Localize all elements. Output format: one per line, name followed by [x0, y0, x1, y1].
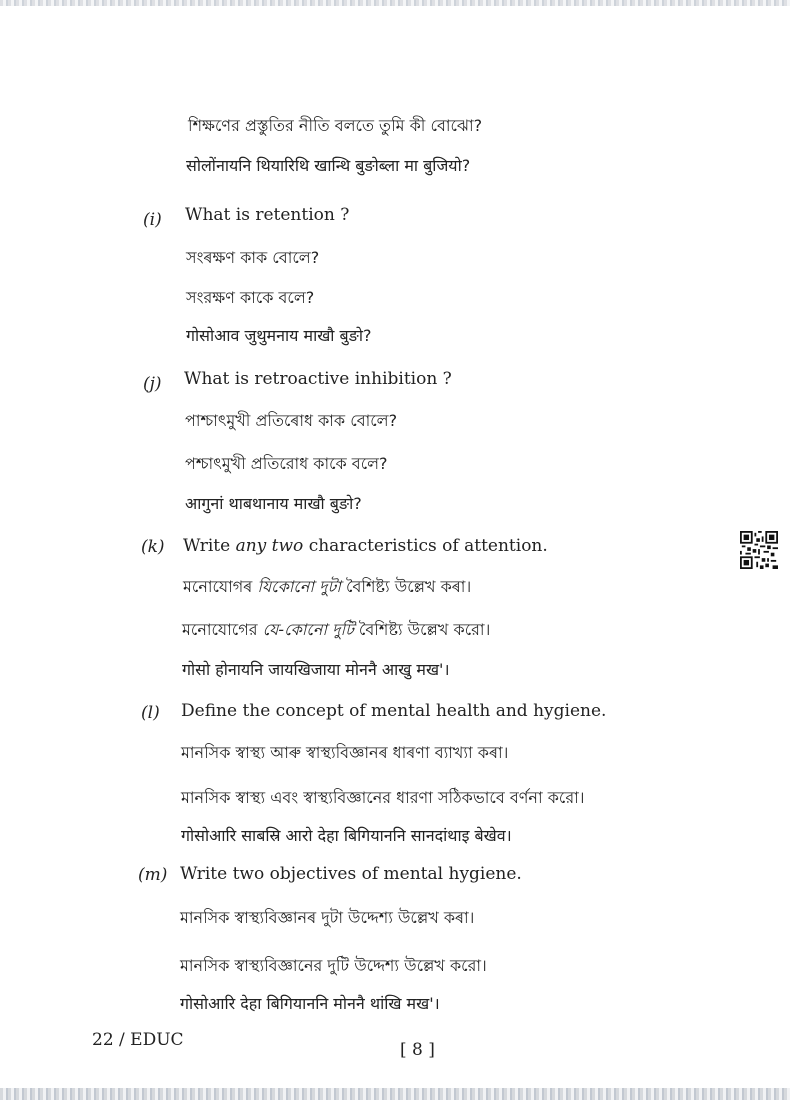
question-m-assamese: মানসিক স্বাস্থ্যবিজ্ঞানৰ দুটা উদ্দেশ্য উল্লেখ কৰা।	[180, 908, 475, 927]
question-k-label: (k)	[141, 537, 165, 557]
question-i-assamese: সংৰক্ষণ কাক বোলে?	[186, 248, 320, 267]
question-i-label: (i)	[143, 210, 162, 230]
question-j-label: (j)	[143, 374, 162, 394]
question-l-label: (l)	[141, 703, 160, 723]
question-m-bodo: गोसोआरि देहा बिगियाननि मोननै थांखि मख'।	[180, 994, 440, 1013]
intro-bodo: सोलोंनायनि थियारिथि खान्थि बुङोब्ला मा बुजियो?	[186, 156, 471, 175]
footer-paper-code: 22 / EDUC	[92, 1030, 184, 1050]
question-l-bengali: মানসিক স্বাস্থ্য এবং স্বাস্থ্যবিজ্ঞানের ধারণা সঠিকভাবে বর্ণনা করো।	[181, 788, 585, 807]
footer-page-number: [ 8 ]	[400, 1040, 435, 1060]
question-k-assamese: মনোযোগৰ যিকোনো দুটা বৈশিষ্ট্য উল্লেখ কৰা।	[183, 577, 472, 596]
question-k-bengali: মনোযোগের যে-কোনো দুটি বৈশিষ্ট্য উল্লেখ করো।	[182, 620, 491, 639]
question-l-bodo: गोसोआरि साबस्रि आरो देहा बिगियाननि सानदांथाइ बेखेव।	[181, 826, 512, 845]
question-k-english: Write any two characteristics of attention.	[183, 536, 548, 556]
scan-top-edge	[0, 0, 790, 6]
intro-bengali: শিক্ষণের প্রস্তুতির নীতি বলতে তুমি কী বোঝো?	[188, 116, 483, 135]
question-m-label: (m)	[138, 865, 168, 885]
scan-bottom-edge	[0, 1088, 790, 1100]
question-m-bengali: মানসিক স্বাস্থ্যবিজ্ঞানের দুটি উদ্দেশ্য উল্লেখ করো।	[180, 956, 487, 975]
question-k-bodo: गोसो होनायनि जायखिजाया मोननै आखु मख'।	[182, 660, 450, 679]
question-i-bengali: সংরক্ষণ কাকে বলে?	[186, 288, 315, 307]
question-j-english: What is retroactive inhibition ?	[184, 369, 452, 389]
emphasis-any-two: any two	[235, 536, 304, 556]
question-i-bodo: गोसोआव जुथुमनाय माखौ बुङो?	[186, 326, 372, 345]
question-l-english: Define the concept of mental health and hygiene.	[181, 701, 607, 721]
question-i-english: What is retention ?	[185, 205, 350, 225]
question-l-assamese: মানসিক স্বাস্থ্য আৰু স্বাস্থ্যবিজ্ঞানৰ ধাৰণা ব্যাখ্যা কৰা।	[181, 743, 509, 762]
question-j-assamese: পাশ্চাৎমুখী প্ৰতিৰোধ কাক বোলে?	[185, 411, 398, 430]
question-j-bodo: आगुनां थाबथानाय माखौ बुङो?	[185, 494, 362, 513]
question-m-english: Write two objectives of mental hygiene.	[180, 864, 522, 884]
qr-code	[740, 531, 778, 569]
question-j-bengali: পশ্চাৎমুখী প্রতিরোধ কাকে বলে?	[185, 454, 388, 473]
